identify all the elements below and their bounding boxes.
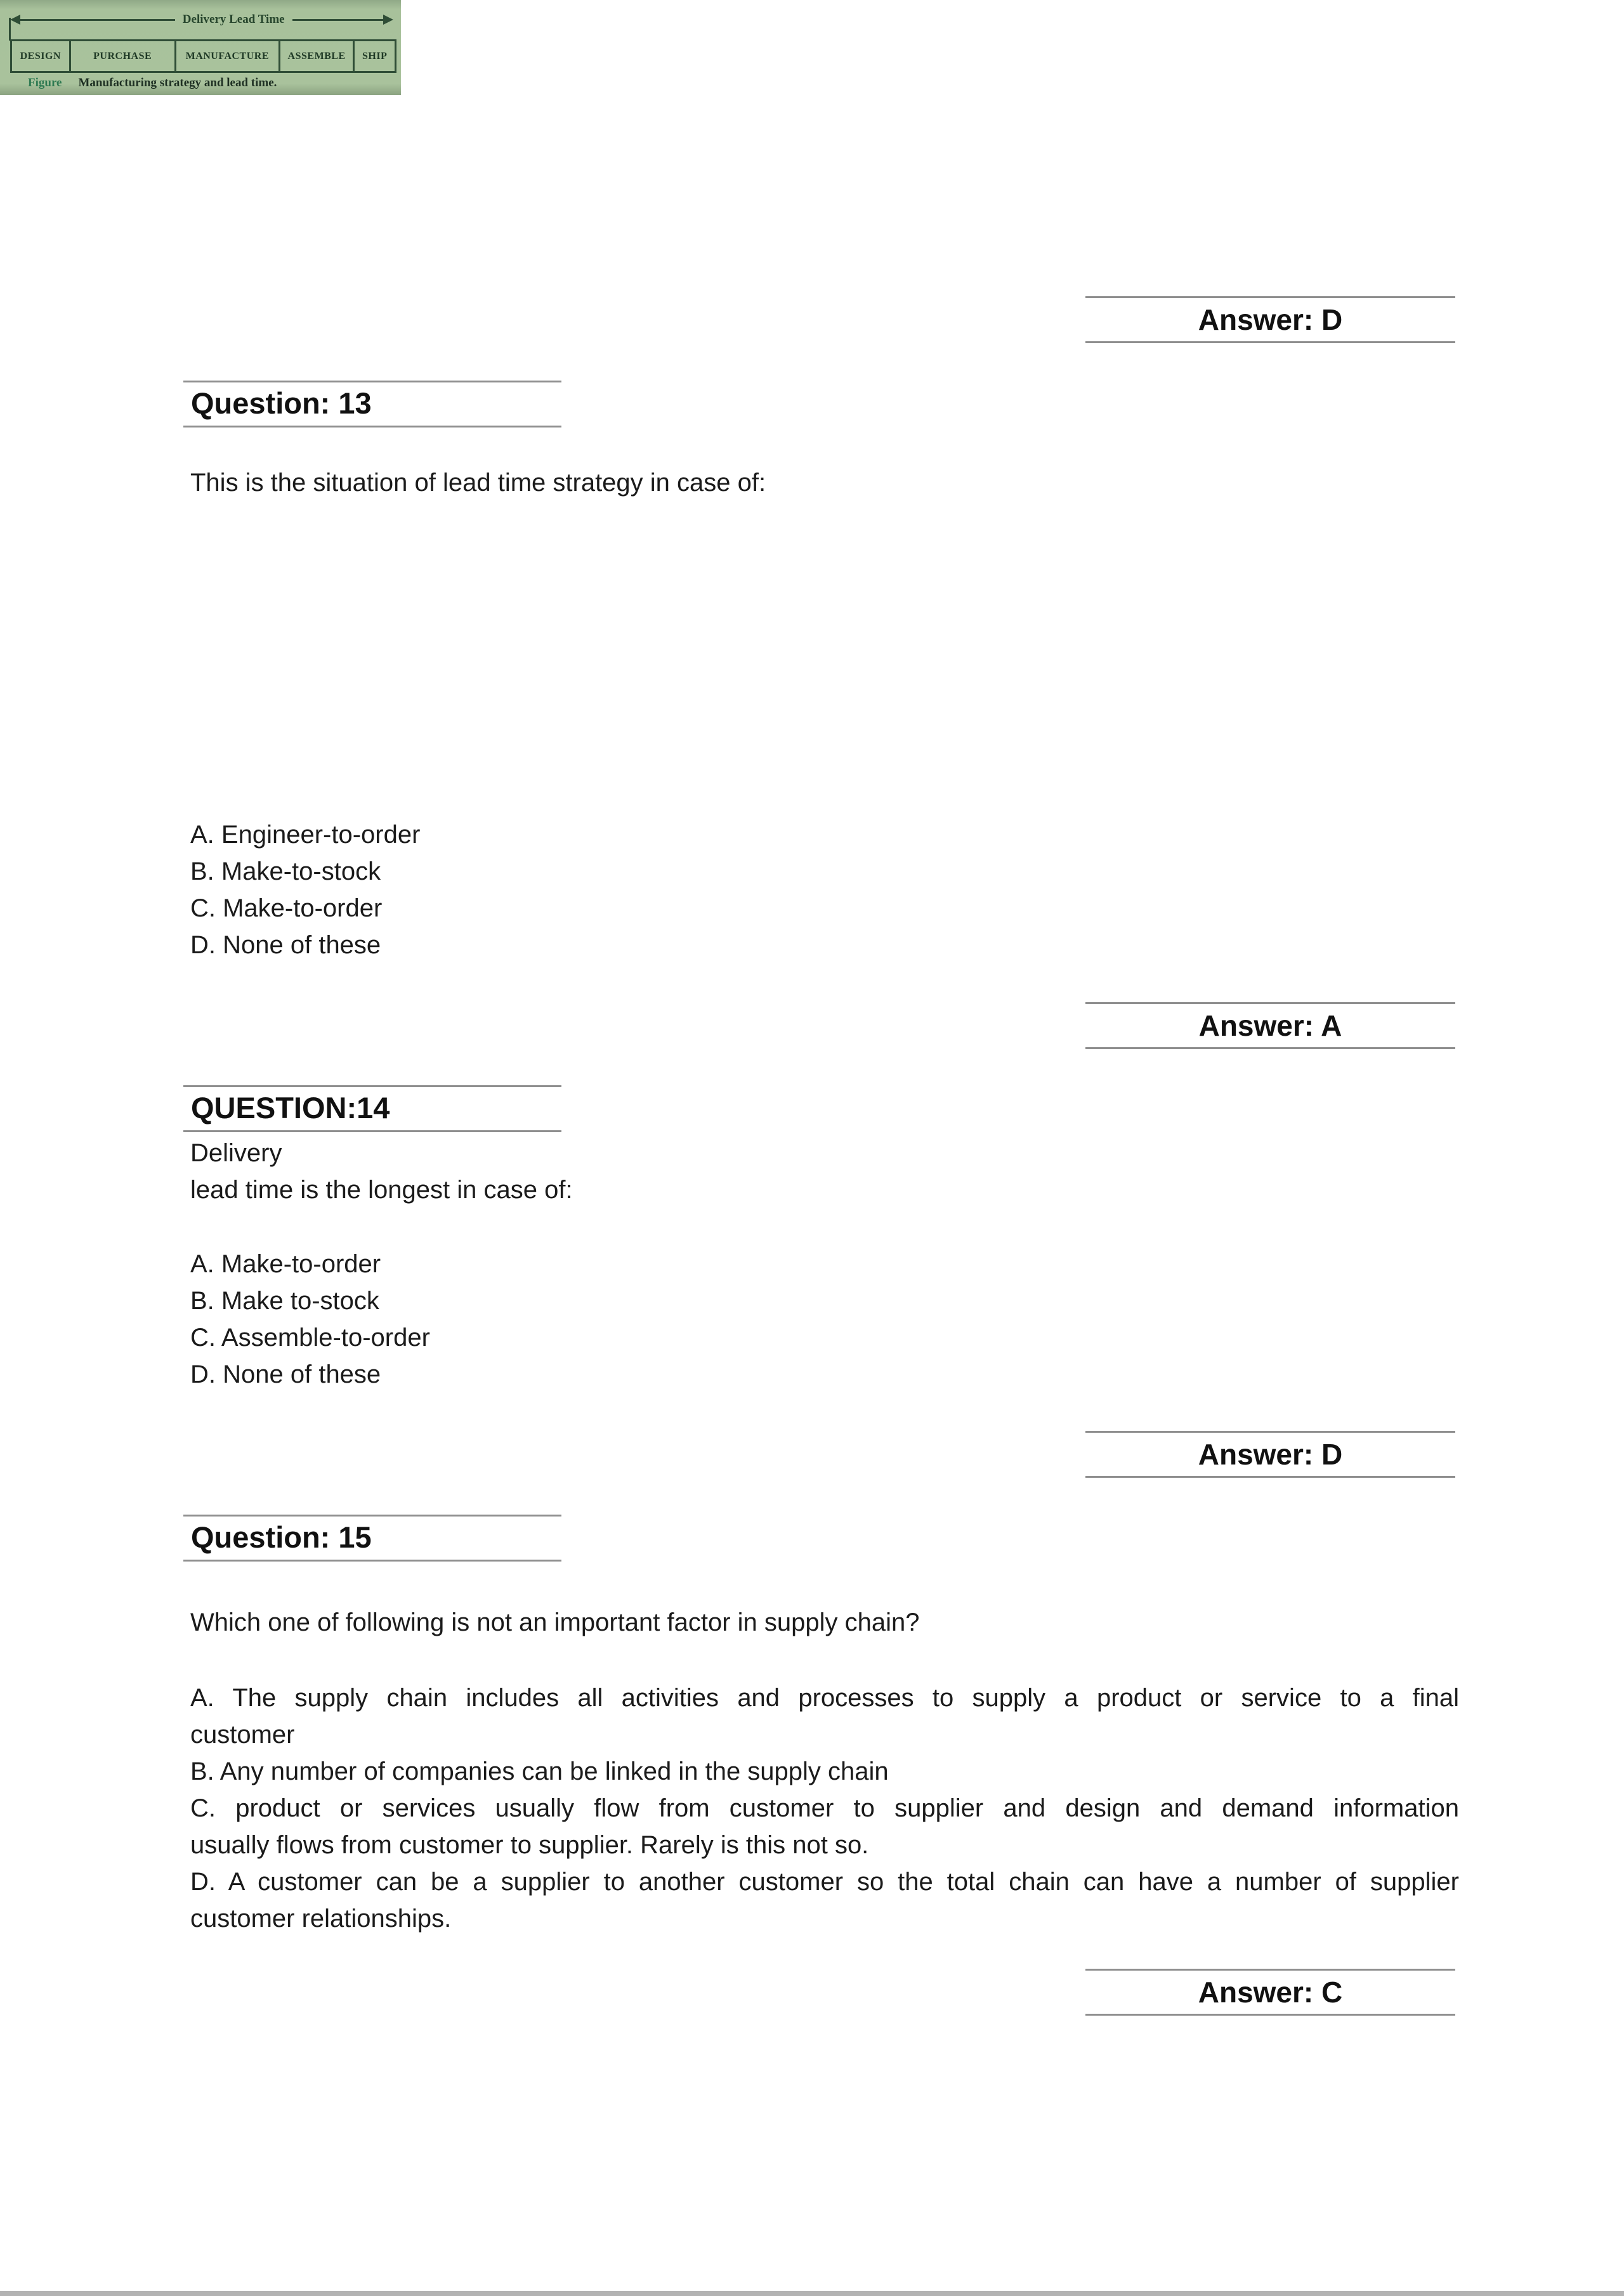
prompt-line: Delivery	[190, 1139, 282, 1167]
stage-box: SHIP	[353, 39, 396, 73]
stage-box: ASSEMBLE	[278, 39, 355, 73]
question-14-options	[190, 1246, 430, 1393]
page-bottom-edge	[0, 2291, 1624, 2296]
figure-caption-label: Figure	[28, 76, 62, 89]
option-line: customer	[190, 1721, 295, 1749]
question-15-prompt: Which one of following is not an important factor in supply chain?	[190, 1608, 920, 1636]
option-line: D. None of these	[190, 1360, 381, 1388]
stage-box: MANUFACTURE	[174, 39, 280, 73]
figure-caption-text: Manufacturing strategy and lead time.	[78, 76, 277, 89]
arrow-line	[20, 19, 175, 21]
question-14-heading: QUESTION:14	[183, 1085, 561, 1132]
answer-banner-q13: Answer: A	[1085, 1002, 1455, 1049]
answer-banner-q14: Answer: D	[1085, 1431, 1455, 1478]
option-line: C. Make-to-order	[190, 894, 383, 922]
option-line: D. A customer can be a supplier to another customer so the total chain can have a number of supplier	[190, 1868, 1459, 1896]
question-13-prompt: This is the situation of lead time strategy in case of:	[190, 469, 766, 497]
stage-box: PURCHASE	[69, 39, 176, 73]
question-15-heading: Question: 15	[183, 1515, 561, 1562]
option-line: C. Assemble-to-order	[190, 1324, 430, 1352]
option-line: A. The supply chain includes all activities and processes to supply a product or service to a final	[190, 1684, 1459, 1712]
option-line: customer relationships.	[190, 1905, 452, 1933]
option-line: usually flows from customer to supplier. Rarely is this not so.	[190, 1831, 869, 1859]
option-line: B. Make-to-stock	[190, 858, 381, 885]
option-line: B. Any number of companies can be linked in the supply chain	[190, 1758, 889, 1785]
question-14-prompt	[190, 1135, 573, 1208]
dimension-tick	[9, 18, 11, 41]
delivery-lead-time-arrow	[10, 10, 393, 29]
prompt-line: lead time is the longest in case of:	[190, 1176, 573, 1204]
figure-caption	[28, 76, 277, 90]
stage-boxes-row	[10, 39, 396, 73]
arrow-head-right-icon	[383, 15, 393, 25]
answer-banner-q12: Answer: D	[1085, 296, 1455, 343]
option-line: D. None of these	[190, 931, 381, 959]
question-13-heading: Question: 13	[183, 381, 561, 427]
question-15-options	[190, 1680, 1459, 1937]
question-13-options	[190, 816, 420, 963]
answer-banner-q15: Answer: C	[1085, 1969, 1455, 2016]
arrow-line	[292, 19, 383, 21]
option-line: A. Engineer-to-order	[190, 821, 421, 849]
option-line: C. product or services usually flow from customer to supplier and design and demand information	[190, 1794, 1459, 1822]
arrow-head-left-icon	[10, 15, 20, 25]
stage-box: DESIGN	[10, 39, 71, 73]
option-line: A. Make-to-order	[190, 1250, 381, 1278]
option-line: B. Make to-stock	[190, 1287, 379, 1315]
arrow-label: Delivery Lead Time	[182, 13, 285, 26]
figure-manufacturing-strategy	[0, 0, 401, 95]
